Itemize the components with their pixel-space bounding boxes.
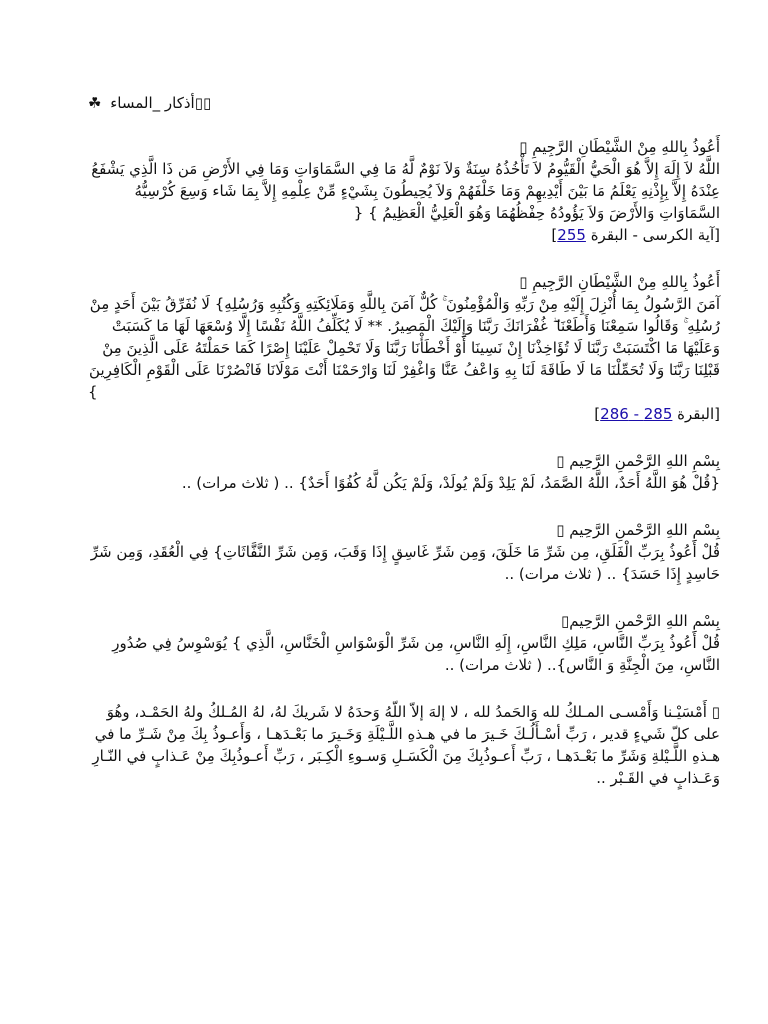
section-baqarah-end — [88, 271, 720, 425]
section-heading: أَعُوذُ بِاللهِ مِنْ الشَّيْطَانِ الرَّجِيمِ ▯ — [519, 138, 720, 156]
reference-link[interactable]: 255 — [557, 226, 586, 244]
page-title — [88, 90, 720, 116]
closing-brace: { — [88, 383, 98, 401]
title-box-glyphs: ▯▯ — [194, 94, 212, 112]
section-body: اللَّهُ لاَ إِلَهَ إِلاَّ هُوَ الْحَيُّ الْقَيُّومُ لاَ تَأْخُذُهُ سِنَةٌ وَلاَ نَوْمٌ لَّهُ مَا فِي السَّمَاوَاتِ وَمَا فِي الأَرْضِ مَن ذَا الَّذِي يَشْفَعُ عِنْدَهُ إِلاَّ بِإِذْنِهِ يَعْلَمُ مَا بَيْنَ أَيْدِيهِمْ وَمَا خَلْفَهُمْ وَلاَ يُحِيطُونَ بِشَيْءٍ مِّنْ عِلْمِهِ إِلاَّ بِمَا شَاء وَسِعَ كُرْسِيُّهُ السَّمَاوَاتِ وَالأَرْضَ وَلاَ يَؤُودُهُ حِفْظُهُمَا وَهُوَ الْعَلِيُّ الْعَظِيمُ } { — [91, 160, 720, 222]
clover-icon: ☘ — [88, 94, 102, 112]
reference-suffix: ] — [594, 405, 601, 423]
section-ayat-al-kursi — [88, 136, 720, 246]
section-ikhlas — [88, 450, 720, 494]
section-body: آمَنَ الرَّسُولُ بِمَا أُنْزِلَ إِلَيْهِ مِنْ رَبِّهِ وَالْمُؤْمِنُونَ ۚ كُلٌّ آمَنَ بِاللَّهِ وَمَلَائِكَتِهِ وَكُتُبِهِ وَرُسُلِهِ} لَا نُفَرِّقُ بَيْنَ أَحَدٍ مِنْ رُسُلِهِ ۚ وَقَالُوا سَمِعْنَا وَأَطَعْنَا ۖ غُفْرَانَكَ رَبَّنَا وَإِلَيْكَ الْمَصِيرُ. ** لَا يُكَلِّفُ اللَّهُ نَفْسًا إِلَّا وُسْعَهَا لَهَا مَا كَسَبَتْ وَعَلَيْهَا مَا اكْتَسَبَتْ رَبَّنَا لَا تُؤَاخِذْنَا إِنْ نَسِينَا أَوْ أَخْطَأْنَا رَبَّنَا وَلَا تَحْمِلْ عَلَيْنَا إِصْرًا كَمَا حَمَلْتَهُ عَلَى الَّذِينَ مِنْ قَبْلِنَا رَبَّنَا وَلَا تُحَمِّلْنَا مَا لَا طَاقَةَ لَنَا بِهِ وَاعْفُ عَنَّا وَاغْفِرْ لَنَا وَارْحَمْنَا أَنْتَ مَوْلَانَا فَانْصُرْنَا عَلَى الْقَوْمِ الْكَافِرِينَ — [89, 295, 720, 379]
reference-prefix: [آية الكرسى - البقرة — [585, 226, 720, 244]
title-text: أذكار _المساء — [110, 94, 195, 112]
section-reference — [88, 403, 720, 425]
section-body: قُلْ أَعُوذُ بِرَبِّ الْفَلَقِ، مِن شَرِّ مَا خَلَقَ، وَمِن شَرِّ غَاسِقٍ إِذَا وَقَبَ، وَمِن شَرِّ النَّفَّاثَاتِ} فِي الْعُقَدِ، وَمِن شَرِّ حَاسِدٍ إِذَا حَسَدَ} .. ( ثلاث مرات) .. — [90, 543, 720, 583]
reference-prefix: [البقرة — [672, 405, 720, 423]
reference-suffix: ] — [551, 226, 558, 244]
section-heading: بِسْمِ اللهِ الرَّحْمنِ الرَّحِيم ▯ — [556, 452, 720, 470]
section-amsayna — [88, 701, 720, 789]
reference-link[interactable]: 285 - 286 — [600, 405, 673, 423]
section-body: {قُلْ هُوَ اللَّهُ أَحَدٌ، اللَّهُ الصَّمَدُ، لَمْ يَلِدْ وَلَمْ يُولَدْ، وَلَمْ يَكُن لَّهُ كُفُوًا أَحَدٌ} .. ( ثلاث مرات) .. — [181, 474, 720, 492]
section-body: ▯ أَمْسَيْـنا وَأَمْسـى المـلكُ لله وَالحَمدُ لله ، لا إلهَ إلاّ اللّهُ وَحدَهُ لا شَريكَ لهُ، لهُ المُـلكُ ولهُ الحَمْـد، وهُوَ على كلّ شَيءٍ قدير ، رَبِّ أسْـأَلُـكَ خَـيرَ ما في هـذهِ اللَّـيْلَةِ وَخَـيرَ ما بَعْـدَهـا ، وَأَعـوذُ بِكَ مِنْ شَـرِّ ما في هـذهِ اللَّـيْلةِ وَشَرِّ ما بَعْـدَهـا ، رَبِّ أَعـوذُبِكَ مِنَ الْكَسَـلِ وَسـوءِ الْكِـبَر ، رَبِّ أَعـوذُبِكَ مِنْ عَـذابٍ في النّـارِ وَعَـذابٍ في القَـبْر .. — [92, 703, 720, 787]
section-nas — [88, 610, 720, 676]
section-falaq — [88, 519, 720, 585]
document-page — [88, 90, 720, 814]
section-body: قُلْ أَعُوذُ بِرَبِّ النَّاسِ، مَلِكِ النَّاسِ، إِلَهِ النَّاسِ، مِن شَرِّ الْوَسْوَاسِ الْخَنَّاسِ، الَّذِي } يُوَسْوِسُ فِي صُدُورِ النَّاسِ، مِنَ الْجِنَّةِ وَ النَّاس}.. ( ثلاث مرات) .. — [112, 634, 720, 674]
section-heading: أَعُوذُ بِاللهِ مِنْ الشَّيْطَانِ الرَّجِيمِ ▯ — [519, 273, 720, 291]
section-heading: بِسْمِ اللهِ الرَّحْمنِ الرَّحِيم ▯ — [556, 521, 720, 539]
section-heading: بِسْمِ اللهِ الرَّحْمنِ الرَّحِيم▯ — [560, 612, 720, 630]
section-reference — [88, 224, 720, 246]
